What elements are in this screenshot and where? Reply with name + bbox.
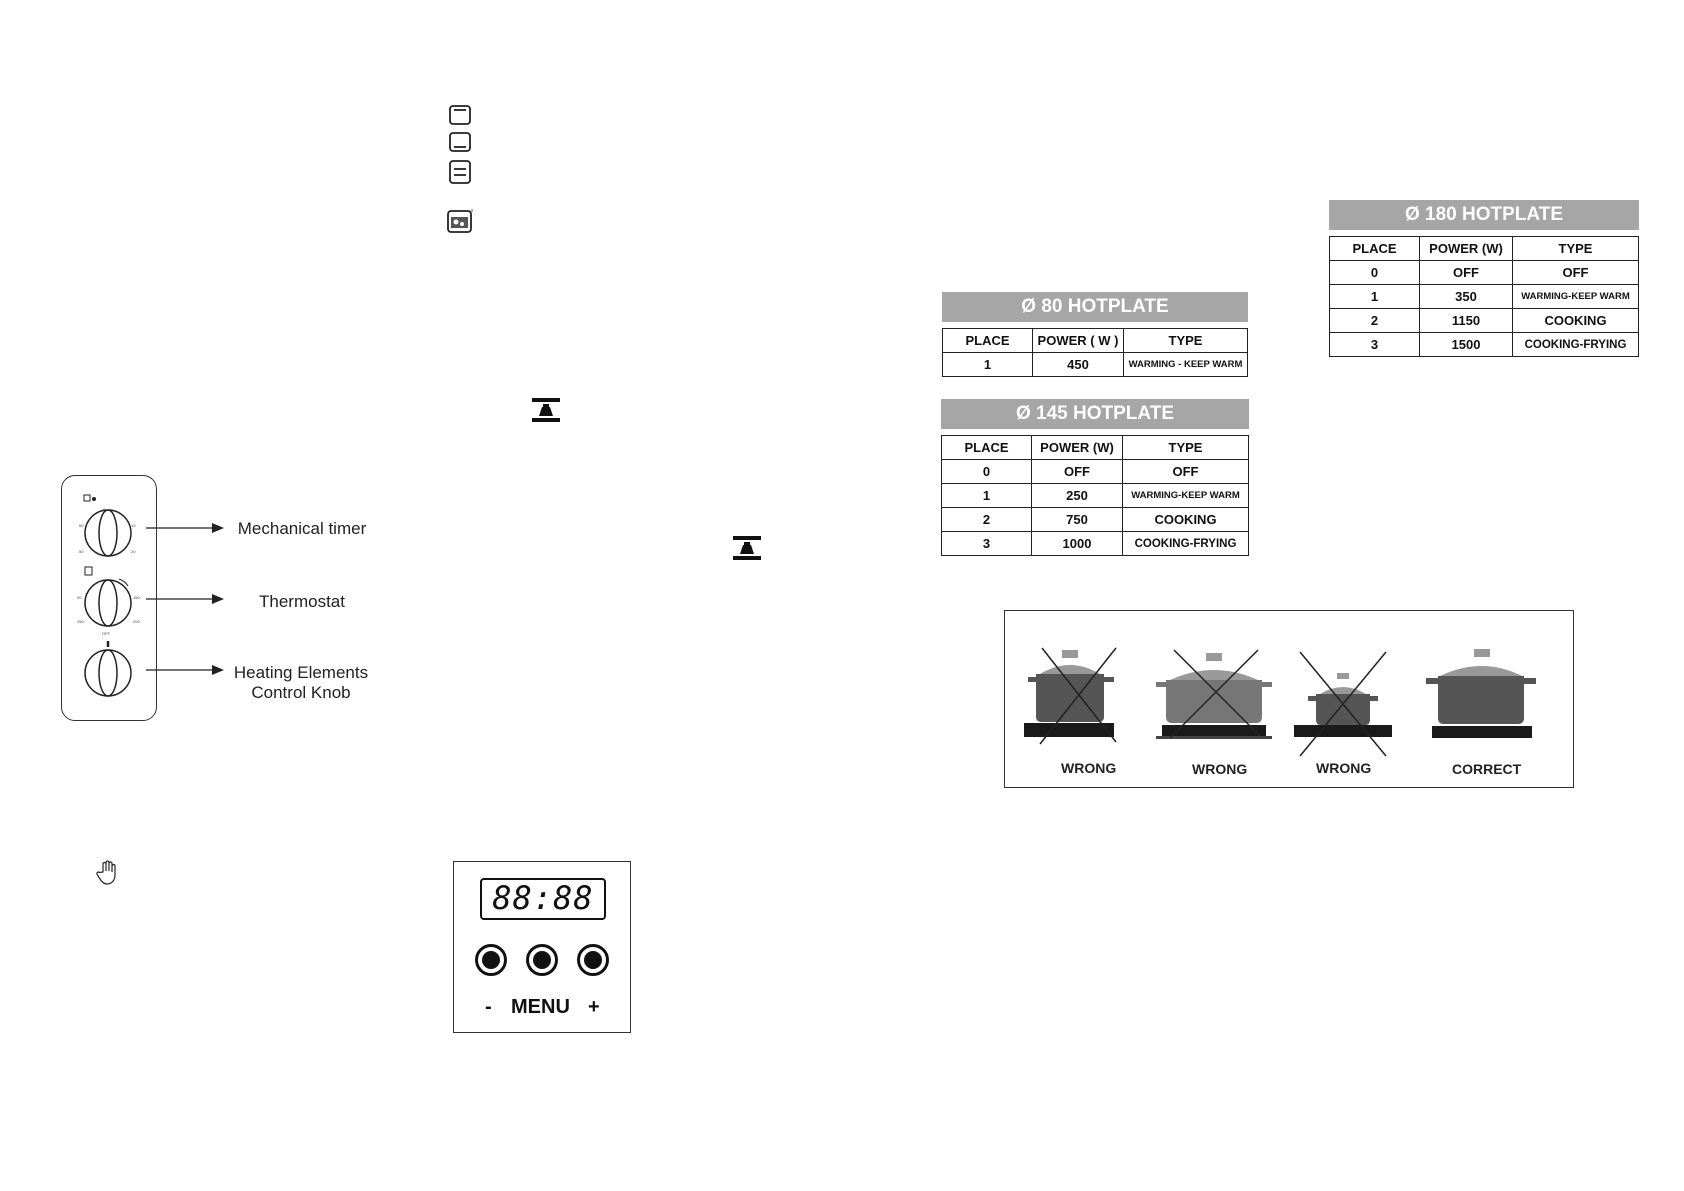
pot-correct [1426,649,1536,738]
table-row: 0 OFF OFF [1330,261,1639,285]
hotplate-180-title: Ø 180 HOTPLATE [1329,200,1639,230]
mechanical-timer-label: Mechanical timer [237,519,367,538]
pot-label-1: WRONG [1061,760,1117,776]
hotplate-80-title: Ø 80 HOTPLATE [942,292,1248,322]
thermostat-knob[interactable] [77,567,140,626]
table-row: 1 450 WARMING - KEEP WARM [943,353,1248,377]
header-place: PLACE [1330,237,1420,261]
hotplate-symbol-icon [731,534,763,562]
svg-text:90: 90 [77,595,82,600]
table-row: 3 1500 COOKING-FRYING [1330,333,1639,357]
thermostat-label: Thermostat [259,592,345,611]
pot-wrong-1 [1024,648,1116,744]
timer-knob[interactable] [79,495,136,556]
menu-label: MENU [511,996,570,1018]
svg-text:10: 10 [131,523,136,528]
hotplate-145-table [941,399,1249,556]
svg-text:150: 150 [133,595,140,600]
heating-elements-knob[interactable] [85,631,131,696]
electronic-timer-panel [453,861,631,1033]
header-power: POWER (W) [1420,237,1513,261]
pot-size-illustration [1004,610,1574,788]
header-power: POWER ( W ) [1033,329,1124,353]
hotplate-145-title: Ø 145 HOTPLATE [941,399,1249,429]
hand-warning-icon [96,860,120,886]
lcd-display: 88:88 [480,878,606,920]
table-row: 1 350 WARMING-KEEP WARM [1330,285,1639,309]
svg-text:250: 250 [77,619,84,624]
pot-label-2: WRONG [1192,761,1248,777]
pot-wrong-3 [1294,652,1392,756]
header-type: TYPE [1513,237,1639,261]
menu-button[interactable] [526,944,558,976]
grill-icon [446,208,474,234]
svg-text:OFF: OFF [102,631,110,636]
header-power: POWER (W) [1032,436,1123,460]
pot-label-4: CORRECT [1452,761,1522,777]
table-row: 2 750 COOKING [942,508,1249,532]
svg-text:60: 60 [79,523,84,528]
svg-text:20: 20 [131,549,136,554]
hotplate-80-table [942,292,1248,377]
label-arrows [144,520,226,680]
header-type: TYPE [1123,436,1249,460]
header-place: PLACE [942,436,1032,460]
plus-button[interactable] [577,944,609,976]
hotplate-symbol-icon [530,396,562,424]
svg-text:50: 50 [79,549,84,554]
hotplate-180-table [1329,200,1639,357]
top-heat-icon [448,104,472,126]
control-knob-panel [61,475,157,721]
table-row: 3 1000 COOKING-FRYING [942,532,1249,556]
plus-label: + [588,996,600,1018]
header-type: TYPE [1124,329,1248,353]
header-place: PLACE [943,329,1033,353]
heating-elements-label: Heating Elements Control Knob [233,663,369,702]
table-row: 1 250 WARMING-KEEP WARM [942,484,1249,508]
minus-label: - [485,996,492,1018]
table-row: 2 1150 COOKING [1330,309,1639,333]
minus-button[interactable] [475,944,507,976]
top-bottom-heat-icon [448,159,472,185]
table-row: 0 OFF OFF [942,460,1249,484]
pot-wrong-2 [1156,650,1272,739]
svg-text:200: 200 [133,619,140,624]
svg-text:0: 0 [103,507,106,512]
bottom-heat-icon [448,131,472,153]
pot-label-3: WRONG [1316,760,1372,776]
